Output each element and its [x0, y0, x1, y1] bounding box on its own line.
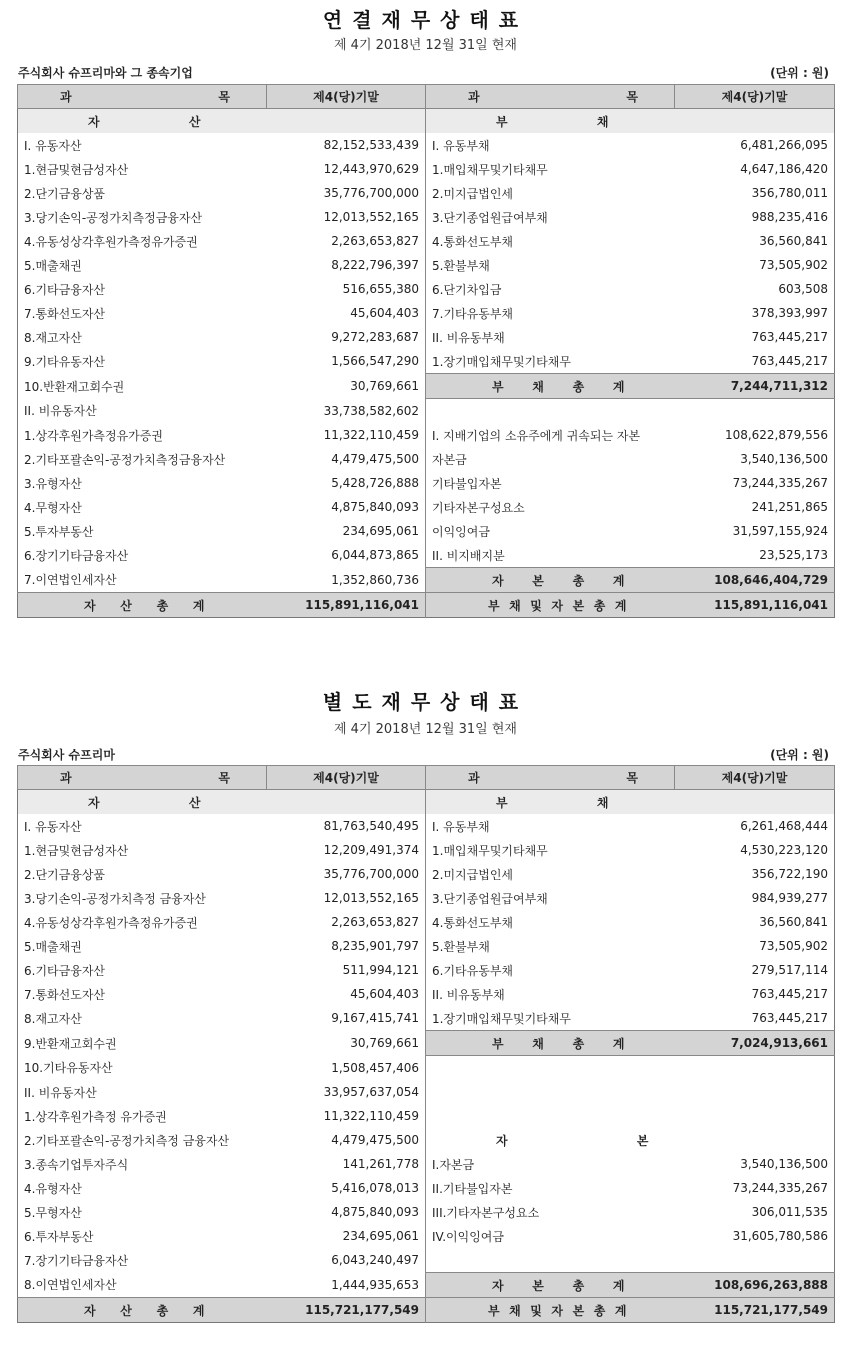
asset-section-label: 자 산	[18, 109, 267, 134]
table-row	[18, 958, 835, 982]
asset-item-value: 511,994,121	[267, 958, 426, 982]
spread-char: 총	[572, 573, 585, 588]
table-row	[18, 568, 835, 593]
asset-item-value: 8,235,901,797	[267, 934, 426, 958]
spread-char: 산	[120, 598, 132, 613]
asset-item-value: 6,044,873,865	[267, 543, 426, 568]
liability-item-value: 356,780,011	[751, 186, 828, 200]
liability-item-label: 5.환불부채	[432, 939, 490, 954]
liability-item-label: 1.장기매입채무및기타채무	[432, 354, 571, 369]
table-row	[18, 886, 835, 910]
spread-char: 부	[488, 598, 500, 613]
asset-item-value: 35,776,700,000	[267, 862, 426, 886]
spread-char: 계	[192, 1303, 205, 1318]
asset-item-label: I. 유동자산	[24, 819, 82, 834]
asset-item-label: 5.매출채권	[24, 939, 82, 954]
asset-item-value: 4,479,475,500	[267, 447, 426, 471]
liability-item-label: I. 유동부채	[432, 819, 490, 834]
liability-item-value: 73,505,902	[759, 939, 828, 953]
liability-item-value: 378,393,997	[751, 306, 828, 320]
separate-subtitle: 제 4기 2018년 12월 31일 현재	[333, 722, 517, 737]
asset-item-value: 1,508,457,406	[267, 1056, 426, 1081]
asset-item-value: 2,263,653,827	[267, 910, 426, 934]
liability-item-label: 7.기타유동부채	[432, 306, 514, 321]
asset-item-value: 1,566,547,290	[267, 349, 426, 374]
asset-item-label: 2.단기금융상품	[24, 867, 106, 882]
liability-item-label: II.기타불입자본	[432, 1181, 513, 1196]
table-row	[18, 277, 835, 301]
spread-char: 자	[84, 1303, 96, 1318]
spread-char: 계	[612, 1278, 625, 1293]
liability-item-value: 984,939,277	[751, 891, 828, 905]
asset-item-label: 8.재고자산	[24, 330, 82, 345]
table-row	[18, 157, 835, 181]
blank-cell	[675, 790, 835, 815]
asset-item-label: 1.상각후원가측정유가증권	[24, 428, 163, 443]
table-row	[18, 519, 835, 543]
header-row	[18, 85, 835, 109]
asset-item-label: 5.매출채권	[24, 258, 82, 273]
table-row	[18, 1176, 835, 1200]
liability-item-label: I.자본금	[432, 1157, 475, 1172]
spread-char: 본	[532, 1278, 544, 1293]
liability-item-label: 이익잉여금	[432, 524, 490, 539]
asset-item-label: 4.무형자산	[24, 500, 82, 515]
liability-item-value: 31,597,155,924	[732, 524, 828, 538]
asset-item-label: 3.유형자산	[24, 476, 82, 491]
liability-item-value: 73,505,902	[759, 258, 828, 272]
asset-item-value: 9,272,283,687	[267, 325, 426, 349]
spread-char: 총	[156, 1303, 169, 1318]
asset-item-label: 8.이연법인세자산	[24, 1278, 117, 1293]
liability-item-value	[675, 1104, 835, 1128]
liability-item-label: 기타불입자본	[432, 476, 502, 491]
asset-item-value: 12,209,491,374	[267, 838, 426, 862]
asset-item-value: 5,416,078,013	[267, 1176, 426, 1200]
liability-item-label: IV.이익잉여금	[432, 1229, 504, 1244]
spread-char: 본	[572, 598, 585, 613]
item-header-left: 과 목	[18, 766, 267, 790]
liability-item-value: 763,445,217	[751, 987, 828, 1001]
liab-equity-total-value: 115,891,116,041	[675, 593, 835, 618]
asset-item-label: 2.기타포괄손익-공정가치측정금융자산	[24, 452, 226, 467]
item-header-right: 과 목	[426, 766, 675, 790]
asset-item-value: 11,322,110,459	[267, 423, 426, 447]
liability-subtotal-value: 7,024,913,661	[675, 1031, 835, 1056]
blank-cell	[675, 1128, 835, 1152]
liability-item-value: 763,445,217	[751, 330, 828, 344]
spread-char: 계	[614, 1303, 627, 1318]
table-row	[18, 181, 835, 205]
consolidated-subtitle: 제 4기 2018년 12월 31일 현재	[333, 38, 517, 53]
table-row	[18, 1031, 835, 1056]
grand-total-row	[18, 1298, 835, 1323]
asset-item-value: 5,428,726,888	[267, 471, 426, 495]
liability-item-label: 2.미지급법인세	[432, 867, 514, 882]
consolidated-unit: (단위 : 원)	[770, 66, 829, 80]
liability-item-value: 3,540,136,500	[740, 452, 828, 466]
asset-item-value: 141,261,778	[267, 1152, 426, 1176]
period-header-left: 제4(당)기말	[267, 766, 426, 790]
spread-char: 총	[572, 379, 585, 394]
spread-char: 계	[192, 598, 205, 613]
spread-char: 및	[530, 598, 542, 613]
table-row	[18, 1200, 835, 1224]
separate-unit: (단위 : 원)	[770, 748, 829, 762]
asset-item-label: 2.단기금융상품	[24, 186, 106, 201]
separate-title: 별도재무상태표	[322, 690, 529, 714]
liability-item-value: 279,517,114	[751, 963, 828, 977]
asset-item-label: 7.통화선도자산	[24, 306, 106, 321]
asset-item-label: 7.이연법인세자산	[24, 573, 117, 588]
asset-item-value: 4,479,475,500	[267, 1128, 426, 1152]
asset-item-value: 9,167,415,741	[267, 1006, 426, 1031]
asset-item-value: 234,695,061	[267, 1224, 426, 1248]
asset-item-value: 12,443,970,629	[267, 157, 426, 181]
separate-balance-table	[17, 765, 835, 1323]
asset-item-label: 4.유동성상각후원가측정유가증권	[24, 915, 198, 930]
liability-item-label: II. 비지배지분	[432, 548, 505, 563]
table-row	[18, 325, 835, 349]
spread-char: 총	[593, 598, 606, 613]
asset-item-label: 1.상각후원가측정 유가증권	[24, 1109, 167, 1124]
liability-item-label: 3.단기종업원급여부채	[432, 210, 548, 225]
table-row	[18, 934, 835, 958]
table-row	[18, 814, 835, 838]
spread-char: 부	[488, 1303, 500, 1318]
liability-item-label	[426, 399, 675, 424]
liability-item-label: 6.기타유동부채	[432, 963, 514, 978]
liability-item-label: 5.환불부채	[432, 258, 490, 273]
table-row	[18, 253, 835, 277]
liability-item-value: 3,540,136,500	[740, 1157, 828, 1171]
asset-item-label: 6.장기기타금융자산	[24, 548, 129, 563]
asset-item-label: 5.투자부동산	[24, 524, 94, 539]
asset-item-value: 2,263,653,827	[267, 229, 426, 253]
liability-item-label: 기타자본구성요소	[432, 500, 525, 515]
liability-subtotal-label	[426, 374, 675, 399]
spread-char: 계	[614, 598, 627, 613]
liability-item-value: 108,622,879,556	[724, 428, 828, 442]
asset-item-label: I. 유동자산	[24, 138, 82, 153]
asset-item-value: 30,769,661	[267, 1031, 426, 1056]
spread-char: 부	[492, 1036, 504, 1051]
liability-item-value: 988,235,416	[751, 210, 828, 224]
liability-item-value	[675, 1080, 835, 1104]
liability-item-label: 4.통화선도부채	[432, 234, 514, 249]
spread-char: 총	[572, 1278, 585, 1293]
liability-item-label: I. 지배기업의 소유주에게 귀속되는 자본	[432, 428, 641, 443]
spread-char: 채	[532, 1036, 544, 1051]
asset-item-label: 3.당기손익-공정가치측정금융자산	[24, 210, 203, 225]
table-row	[18, 399, 835, 424]
section-row	[18, 109, 835, 134]
asset-item-value: 234,695,061	[267, 519, 426, 543]
asset-item-label: 5.무형자산	[24, 1205, 82, 1220]
blank-cell	[267, 790, 426, 815]
spread-char: 계	[612, 379, 625, 394]
liability-item-value: 6,261,468,444	[740, 819, 828, 833]
table-row	[18, 471, 835, 495]
table-row	[18, 1128, 835, 1152]
liability-item-value: 306,011,535	[751, 1205, 828, 1219]
liability-item-value: 603,508	[778, 282, 828, 296]
asset-item-label: 6.투자부동산	[24, 1229, 94, 1244]
liability-subtotal-label	[426, 1031, 675, 1056]
spread-char: 채	[509, 1303, 521, 1318]
liability-item-value: 36,560,841	[759, 234, 828, 248]
liability-item-label: I. 유동부채	[432, 138, 490, 153]
asset-total-label	[18, 593, 267, 618]
asset-item-label: 1.현금및현금성자산	[24, 843, 129, 858]
header-row	[18, 766, 835, 790]
asset-item-value: 45,604,403	[267, 301, 426, 325]
asset-item-label: 6.기타금융자산	[24, 282, 106, 297]
liability-item-value: 356,722,190	[751, 867, 828, 881]
liability-item-value: 241,251,865	[751, 500, 828, 514]
liability-item-value	[675, 1056, 835, 1081]
table-row	[18, 1224, 835, 1248]
table-row	[18, 205, 835, 229]
table-row	[18, 1248, 835, 1273]
spread-char: 채	[532, 379, 544, 394]
liability-section-label: 부 채	[426, 109, 675, 134]
asset-item-label: 8.재고자산	[24, 1011, 82, 1026]
spread-char: 채	[509, 598, 521, 613]
spread-char: 총	[156, 598, 169, 613]
spread-char: 계	[612, 1036, 625, 1051]
table-row	[18, 982, 835, 1006]
section-row	[18, 790, 835, 815]
table-row	[18, 133, 835, 157]
asset-item-value: 1,352,860,736	[267, 568, 426, 593]
liability-item-label: 자본금	[432, 452, 467, 467]
asset-item-label: II. 비유동자산	[24, 404, 97, 419]
asset-total-value: 115,721,177,549	[267, 1298, 426, 1323]
liability-item-value: 763,445,217	[751, 1011, 828, 1025]
asset-item-label: 9.반환재고회수권	[24, 1036, 117, 1051]
liab-equity-total-value: 115,721,177,549	[675, 1298, 835, 1323]
liability-item-label: 1.매입채무및기타채무	[432, 162, 548, 177]
asset-item-label: 10.기타유동자산	[24, 1061, 113, 1076]
asset-item-value: 1,444,935,653	[267, 1273, 426, 1298]
liab-equity-total-label	[426, 1298, 675, 1323]
table-row	[18, 1056, 835, 1081]
table-row	[18, 910, 835, 934]
item-header-right: 과 목	[426, 85, 675, 109]
liability-item-value: 763,445,217	[751, 354, 828, 368]
liability-subtotal-value: 7,244,711,312	[675, 374, 835, 399]
spread-char: 및	[530, 1303, 542, 1318]
asset-item-label: 1.현금및현금성자산	[24, 162, 129, 177]
liability-item-label: 1.매입채무및기타채무	[432, 843, 548, 858]
liability-subtotal-value: 108,696,263,888	[675, 1273, 835, 1298]
table-row	[18, 374, 835, 399]
liability-subtotal-value: 108,646,404,729	[675, 568, 835, 593]
grand-total-row	[18, 593, 835, 618]
spread-char: 총	[572, 1036, 585, 1051]
liability-item-label	[426, 1104, 675, 1128]
liability-item-label: II. 비유동부채	[432, 987, 505, 1002]
asset-item-value: 8,222,796,397	[267, 253, 426, 277]
spread-char: 산	[120, 1303, 132, 1318]
liability-item-label: 2.미지급법인세	[432, 186, 514, 201]
spread-char: 부	[492, 379, 504, 394]
asset-total-label	[18, 1298, 267, 1323]
asset-item-label: 4.유동성상각후원가측정유가증권	[24, 234, 198, 249]
liability-item-value: 31,605,780,586	[732, 1229, 828, 1243]
asset-item-value: 45,604,403	[267, 982, 426, 1006]
spread-char: 자	[492, 573, 504, 588]
asset-item-value: 11,322,110,459	[267, 1104, 426, 1128]
liability-item-value: 6,481,266,095	[740, 138, 828, 152]
liability-subtotal-label	[426, 568, 675, 593]
spread-char: 자	[492, 1278, 504, 1293]
liability-item-value: 36,560,841	[759, 915, 828, 929]
liability-item-label	[426, 1080, 675, 1104]
blank-cell	[675, 109, 835, 134]
asset-item-value: 4,875,840,093	[267, 495, 426, 519]
liability-item-label: 4.통화선도부채	[432, 915, 514, 930]
spread-char: 총	[593, 1303, 606, 1318]
equity-section-label: 자 본	[496, 1133, 649, 1148]
table-row	[18, 543, 835, 568]
asset-item-label: 10.반환재고회수권	[24, 379, 125, 394]
liability-section-label: 부 채	[426, 790, 675, 815]
asset-section-label: 자 산	[18, 790, 267, 815]
asset-item-label: 7.장기기타금융자산	[24, 1253, 129, 1268]
liability-item-label	[426, 1248, 675, 1273]
liability-subtotal-label	[426, 1273, 675, 1298]
asset-item-value: 6,043,240,497	[267, 1248, 426, 1273]
liability-item-label: 6.단기차입금	[432, 282, 502, 297]
asset-item-value: 33,738,582,602	[267, 399, 426, 424]
table-row	[18, 1006, 835, 1031]
asset-item-label: 9.기타유동자산	[24, 354, 106, 369]
spread-char: 자	[551, 598, 564, 613]
asset-item-label: 4.유형자산	[24, 1181, 82, 1196]
liability-item-label	[426, 1056, 675, 1081]
asset-item-value: 12,013,552,165	[267, 205, 426, 229]
table-row	[18, 1273, 835, 1298]
table-row	[18, 495, 835, 519]
liab-equity-total-label	[426, 593, 675, 618]
table-row	[18, 301, 835, 325]
table-row	[18, 862, 835, 886]
asset-item-value: 516,655,380	[267, 277, 426, 301]
liability-item-value: 23,525,173	[759, 548, 828, 562]
liability-item-value: 4,647,186,420	[740, 162, 828, 176]
liability-item-value	[675, 399, 835, 424]
consolidated-balance-table	[17, 84, 835, 618]
period-header-left: 제4(당)기말	[267, 85, 426, 109]
consolidated-title: 연결재무상태표	[322, 8, 529, 32]
spread-char: 자	[551, 1303, 564, 1318]
asset-item-label: 2.기타포괄손익-공정가치측정 금융자산	[24, 1133, 230, 1148]
table-row	[18, 349, 835, 374]
asset-item-label: 3.종속기업투자주식	[24, 1157, 129, 1172]
asset-total-value: 115,891,116,041	[267, 593, 426, 618]
asset-item-value: 81,763,540,495	[267, 814, 426, 838]
table-row	[18, 447, 835, 471]
asset-item-label: II. 비유동자산	[24, 1085, 97, 1100]
liability-item-label: 1.장기매입채무및기타채무	[432, 1011, 571, 1026]
liability-item-value: 73,244,335,267	[732, 1181, 828, 1195]
asset-item-value: 4,875,840,093	[267, 1200, 426, 1224]
spread-char: 본	[572, 1303, 585, 1318]
table-row	[18, 423, 835, 447]
liability-item-label: 3.단기종업원급여부채	[432, 891, 548, 906]
liability-item-value: 73,244,335,267	[732, 476, 828, 490]
table-row	[18, 1152, 835, 1176]
asset-item-value: 12,013,552,165	[267, 886, 426, 910]
asset-item-label: 7.통화선도자산	[24, 987, 106, 1002]
asset-item-label: 6.기타금융자산	[24, 963, 106, 978]
asset-item-value: 35,776,700,000	[267, 181, 426, 205]
spread-char: 본	[532, 573, 544, 588]
consolidated-company: 주식회사 슈프리마와 그 종속기업	[18, 66, 193, 80]
table-row	[18, 1080, 835, 1104]
asset-item-value: 33,957,637,054	[267, 1080, 426, 1104]
period-header-right: 제4(당)기말	[675, 766, 835, 790]
item-header-left: 과 목	[18, 85, 267, 109]
table-row	[18, 229, 835, 253]
liability-item-value: 4,530,223,120	[740, 843, 828, 857]
asset-item-value: 82,152,533,439	[267, 133, 426, 157]
liability-item-value	[675, 1248, 835, 1273]
liability-item-label: II. 비유동부채	[432, 330, 505, 345]
blank-cell	[267, 109, 426, 134]
period-header-right: 제4(당)기말	[675, 85, 835, 109]
table-row	[18, 1104, 835, 1128]
table-row	[18, 838, 835, 862]
spread-char: 자	[84, 598, 96, 613]
liability-item-label: III.기타자본구성요소	[432, 1205, 540, 1220]
asset-item-label: 3.당기손익-공정가치측정 금융자산	[24, 891, 206, 906]
separate-company: 주식회사 슈프리마	[18, 748, 115, 762]
asset-item-value: 30,769,661	[267, 374, 426, 399]
spread-char: 계	[612, 573, 625, 588]
